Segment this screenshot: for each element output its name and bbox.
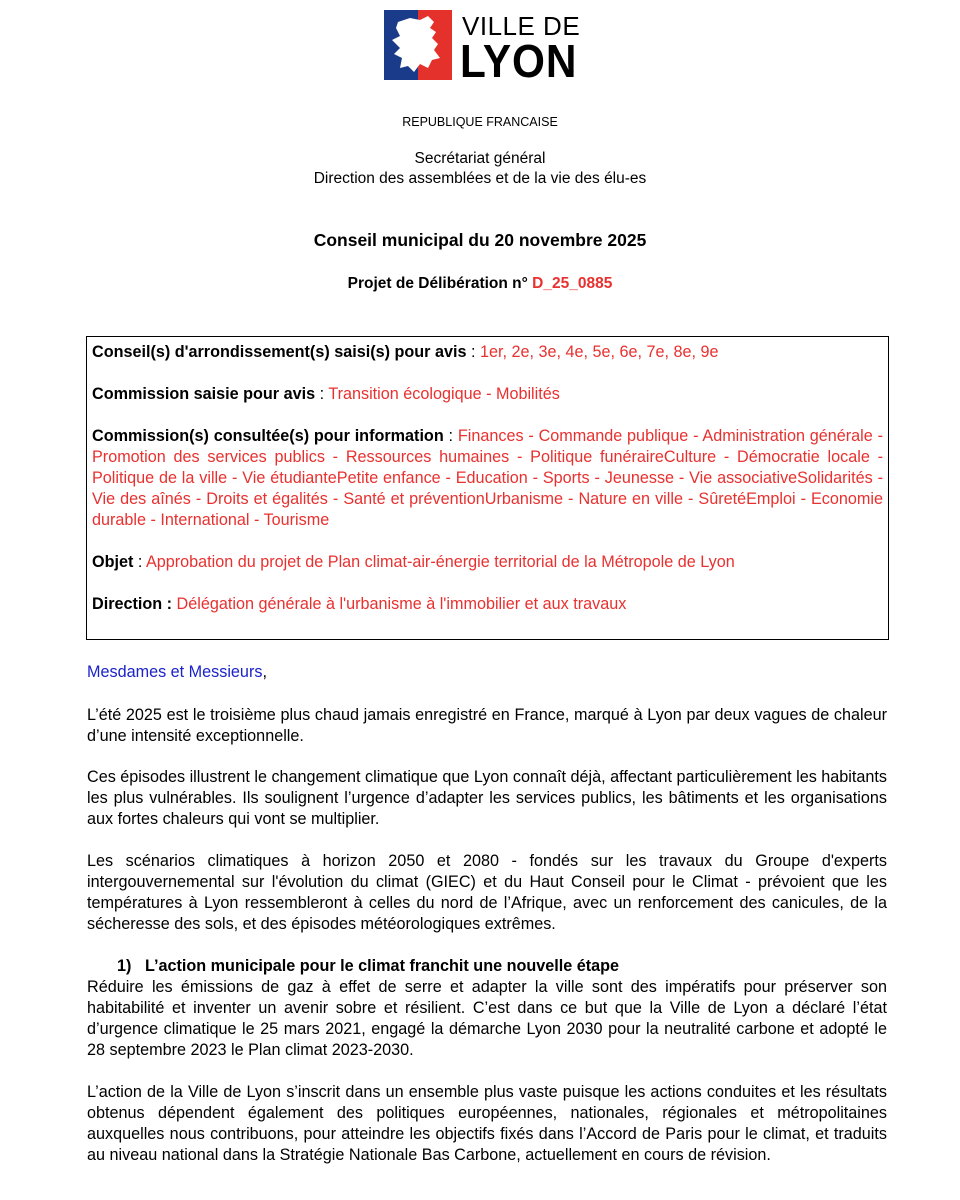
- lyon-lion-emblem-icon: [384, 10, 452, 80]
- greeting: Mesdames et Messieurs,: [87, 663, 267, 681]
- section-1-heading: [117, 957, 619, 976]
- paragraph-4: Réduire les émissions de gaz à effet de serre et adapter la ville sont des impératifs pour préserver son habitabilité et inventer un avenir sobre et résilient. C’est dans ce but que la Ville de Lyon a déclaré l’état d’urgence climatique le 25 mars 2021, engagé la démarche Lyon 2030 pour la neutralité carbone et adopté le 28 septembre 2023 le Plan climat 2023-2030.: [87, 978, 887, 1059]
- paragraph-2: Ces épisodes illustrent le changement climatique que Lyon connaît déjà, affectant particulièrement les habitants les plus vulnérables. Ils soulignent l’urgence d’adapter les services publics, les bâtiments et les organisations aux fortes chaleurs qui vont se multiplier.: [87, 768, 887, 828]
- page-title: Conseil municipal du 20 novembre 2025: [313, 230, 647, 250]
- section-1-title: L’action municipale pour le climat franchit une nouvelle étape: [145, 957, 620, 975]
- projet-deliberation: [0, 275, 960, 293]
- objet-value: Approbation du projet de Plan climat-air-énergie territorial de la Métropole de Lyon: [145, 553, 735, 571]
- republique-francaise: REPUBLIQUE FRANCAISE: [402, 115, 558, 129]
- org-direction: Direction des assemblées et de la vie des élu-es: [313, 170, 647, 187]
- deliberation-info-box: [86, 336, 889, 640]
- conseils-label: Conseil(s) d'arrondissement(s) saisi(s) pour avis: [92, 343, 467, 361]
- paragraph-3: Les scénarios climatiques à horizon 2050 et 2080 - fondés sur les travaux du Groupe d'experts intergouvernemental sur l'évolution du climat (GIEC) et du Haut Conseil pour le Climat - prévoient que les températures à Lyon ressembleront à celles du nord de l’Afrique, avec un renforcement des canicules, de la sécheresse des sols, et des épisodes météorologiques extrêmes.: [87, 852, 887, 933]
- consultees-value: Finances - Commande publique - Administration générale - Promotion des services publics - Ressources humaines - Politique funéraireCulture - Démocratie locale - Politique de la ville - Vie étudiantePetite enfance - Education - Sports - Jeunesse - Vie associativeSolidarités - Vie des aînés - Droits et égalités - Santé et préventionUrbanisme - Nature en ville - SûretéEmploi - Economie durable - International - Tourisme: [92, 427, 883, 529]
- paragraph-1: L’été 2025 est le troisième plus chaud jamais enregistré en France, marqué à Lyon par deux vagues de chaleur d’une intensité exceptionnelle.: [87, 706, 887, 745]
- commission-value: Transition écologique - Mobilités: [328, 385, 560, 403]
- greeting-text: Mesdames et Messieurs: [87, 663, 263, 681]
- conseils-row: Conseil(s) d'arrondissement(s) saisi(s) pour avis : 1er, 2e, 3e, 4e, 5e, 6e, 7e, 8e, 9e: [92, 343, 719, 361]
- ville-de-lyon-logo: [384, 10, 594, 87]
- projet-label: Projet de Délibération n°: [347, 275, 528, 292]
- org-secretariat: Secrétariat général: [414, 150, 546, 167]
- projet-number: D_25_0885: [532, 275, 613, 292]
- section-1-number: 1): [117, 957, 132, 975]
- objet-label: Objet: [92, 553, 134, 571]
- logo-line2: LYON: [460, 35, 578, 87]
- logo-line1: VILLE DE: [462, 11, 581, 41]
- commission-label: Commission saisie pour avis: [92, 385, 316, 403]
- commission-row: Commission saisie pour avis : Transition écologique - Mobilités: [92, 385, 560, 403]
- consultees-row: Commission(s) consultée(s) pour information : Finances - Commande publique - Administration générale - Promotion des services publics - Ressources humaines - Politique funéraireCulture - Démocratie locale - Politique de la ville - Vie étudiantePetite enfance - Education - Sports - Jeunesse - Vie associativeSolidarités - Vie des aînés - Droits et égalités - Santé et préventionUrbanisme - Nature en ville - SûretéEmploi - Economie durable - International - Tourisme: [92, 427, 883, 529]
- consultees-label: Commission(s) consultée(s) pour information: [92, 427, 444, 445]
- direction-label: Direction :: [92, 595, 173, 613]
- direction-value: Délégation générale à l'urbanisme à l'immobilier et aux travaux: [176, 595, 627, 613]
- paragraph-5: L’action de la Ville de Lyon s’inscrit dans un ensemble plus vaste puisque les actions conduites et les résultats obtenus dépendent également des politiques européennes, nationales, régionales et métropolitaines auxquelles nous contribuons, pour atteindre les objectifs fixés dans l’Accord de Paris pour le climat, et traduits au niveau national dans la Stratégie Nationale Bas Carbone, actuellement en cours de révision.: [87, 1083, 887, 1164]
- conseils-value: 1er, 2e, 3e, 4e, 5e, 6e, 7e, 8e, 9e: [479, 343, 719, 361]
- objet-row: Objet : Approbation du projet de Plan climat-air-énergie territorial de la Métropole de Lyon: [92, 553, 735, 571]
- direction-row: [92, 594, 883, 615]
